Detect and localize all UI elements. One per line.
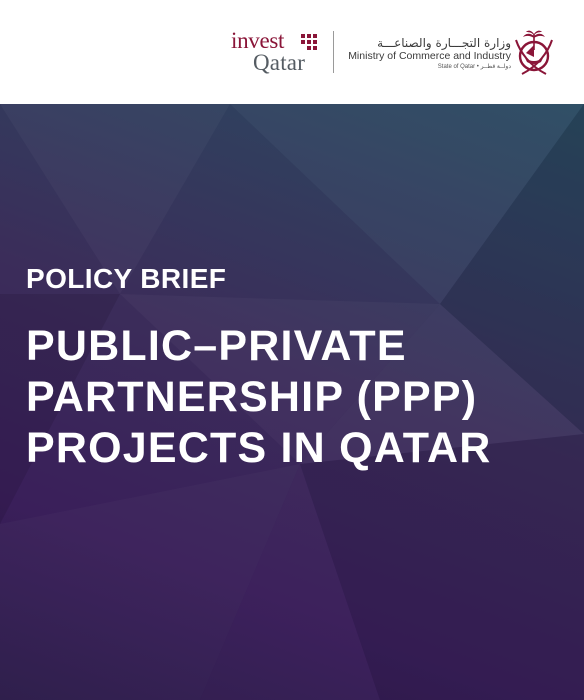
invest-qatar-logo: [231, 29, 323, 75]
ministry-name-arabic: وزارة التجـــارة والصناعـــة: [377, 36, 511, 50]
cover-panel: [0, 104, 584, 700]
qatar-emblem-icon: [510, 28, 558, 78]
logo-divider: [333, 31, 334, 73]
ministry-name-english: Ministry of Commerce and Industry: [348, 50, 511, 62]
invest-qatar-grid-icon: [301, 34, 317, 50]
page-header: [0, 0, 584, 104]
document-type-label: POLICY BRIEF: [26, 263, 227, 294]
ministry-state-line: State of Qatar • دولــة قطــر: [437, 64, 511, 70]
title-line: PUBLIC–PRIVATE: [26, 322, 407, 370]
title-line: PROJECTS IN QATAR: [26, 424, 492, 472]
document-title: [26, 321, 566, 474]
ministry-logo: [346, 36, 511, 80]
logo-invest-text: invest: [231, 28, 285, 53]
logo-qatar-text: Qatar: [253, 50, 306, 75]
title-line: PARTNERSHIP (PPP): [26, 373, 478, 421]
